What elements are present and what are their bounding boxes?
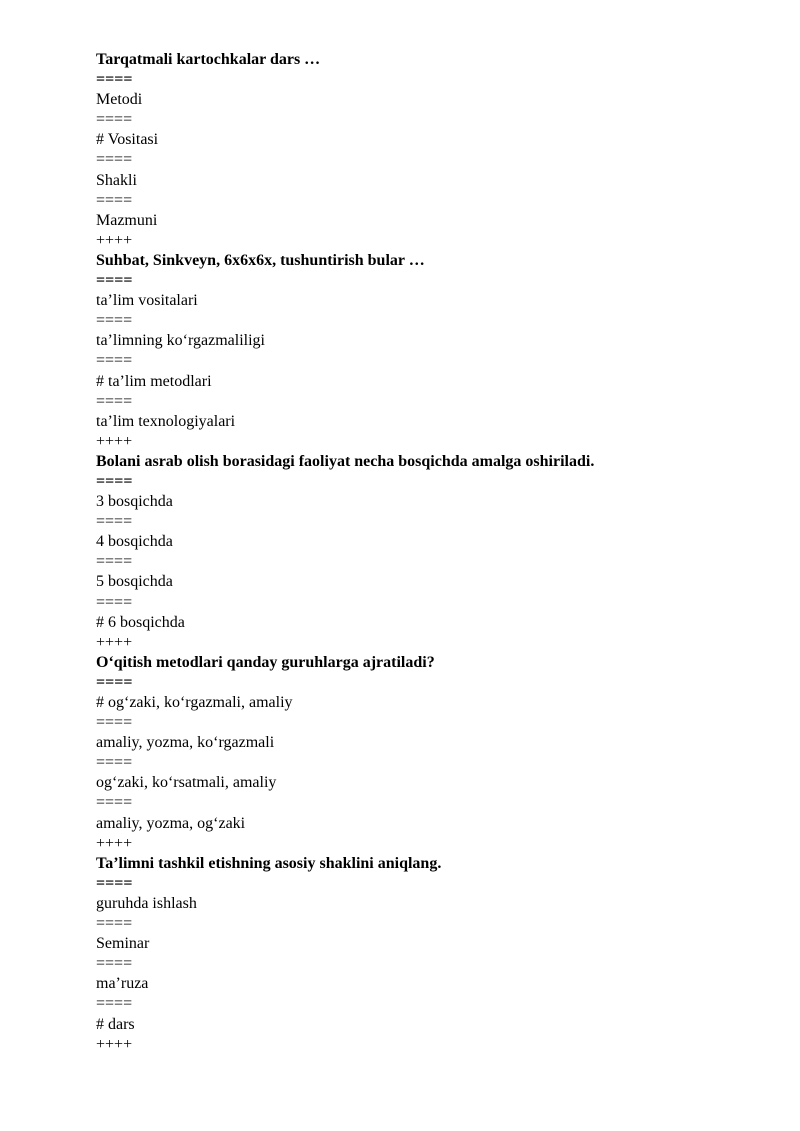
option-separator: ==== (96, 191, 133, 209)
option-separator: ==== (96, 392, 133, 410)
answer-option: guruhda ishlash (96, 894, 197, 912)
answer-option: ma’ruza (96, 975, 149, 993)
question-block (96, 50, 756, 251)
option-separator: ==== (96, 754, 133, 772)
answer-option: ta’limning ko‘rgazmaliligi (96, 332, 265, 350)
option-separator: ==== (96, 794, 133, 812)
answer-option: Metodi (96, 91, 143, 109)
option-separator: ==== (96, 714, 133, 732)
document-body (96, 50, 756, 1055)
option-separator: ==== (96, 312, 133, 330)
answer-option: Mazmuni (96, 211, 158, 229)
question-end-marker: ++++ (96, 834, 133, 852)
option-separator: ==== (96, 272, 133, 290)
answer-option: # og‘zaki, ko‘rgazmali, amaliy (96, 694, 293, 711)
question-end-marker: ++++ (96, 1035, 133, 1053)
answer-option: 5 bosqichda (96, 573, 173, 591)
answer-option: Shakli (96, 171, 137, 189)
question-block (96, 251, 756, 452)
option-separator: ==== (96, 71, 133, 89)
option-separator: ==== (96, 352, 133, 370)
question-text: O‘qitish metodlari qanday guruhlarga ajratiladi? (96, 653, 435, 671)
option-separator: ==== (96, 472, 133, 490)
question-end-marker: ++++ (96, 432, 133, 450)
answer-option: 4 bosqichda (96, 533, 173, 551)
question-block (96, 653, 756, 854)
option-separator: ==== (96, 151, 133, 169)
answer-option: og‘zaki, ko‘rsatmali, amaliy (96, 774, 277, 792)
answer-option: amaliy, yozma, og‘zaki (96, 814, 246, 832)
answer-option: amaliy, yozma, ko‘rgazmali (96, 734, 275, 752)
question-block (96, 854, 756, 1055)
answer-option: ta’lim texnologiyalari (96, 412, 236, 430)
option-separator: ==== (96, 995, 133, 1013)
question-end-marker: ++++ (96, 231, 133, 249)
question-end-marker: ++++ (96, 633, 133, 651)
answer-option: # dars (96, 1015, 135, 1033)
answer-option: 3 bosqichda (96, 493, 173, 511)
option-separator: ==== (96, 915, 133, 933)
option-separator: ==== (96, 111, 133, 129)
answer-option: ta’lim vositalari (96, 292, 198, 310)
question-block (96, 452, 756, 653)
answer-option: # ta’lim metodlari (96, 372, 212, 390)
answer-option: # Vositasi (96, 131, 159, 149)
option-separator: ==== (96, 513, 133, 531)
question-text: Ta’limni tashkil etishning asosiy shaklini aniqlang. (96, 854, 442, 872)
answer-option: Seminar (96, 935, 150, 953)
question-text: Tarqatmali kartochkalar dars … (96, 51, 321, 68)
question-text: Suhbat, Sinkveyn, 6x6x6x, tushuntirish bular … (96, 251, 425, 269)
answer-option: # 6 bosqichda (96, 613, 185, 631)
option-separator: ==== (96, 553, 133, 571)
question-text: Bolani asrab olish borasidagi faoliyat necha bosqichda amalga oshiriladi. (96, 452, 595, 470)
option-separator: ==== (96, 955, 133, 973)
option-separator: ==== (96, 593, 133, 611)
option-separator: ==== (96, 673, 133, 691)
option-separator: ==== (96, 874, 133, 892)
